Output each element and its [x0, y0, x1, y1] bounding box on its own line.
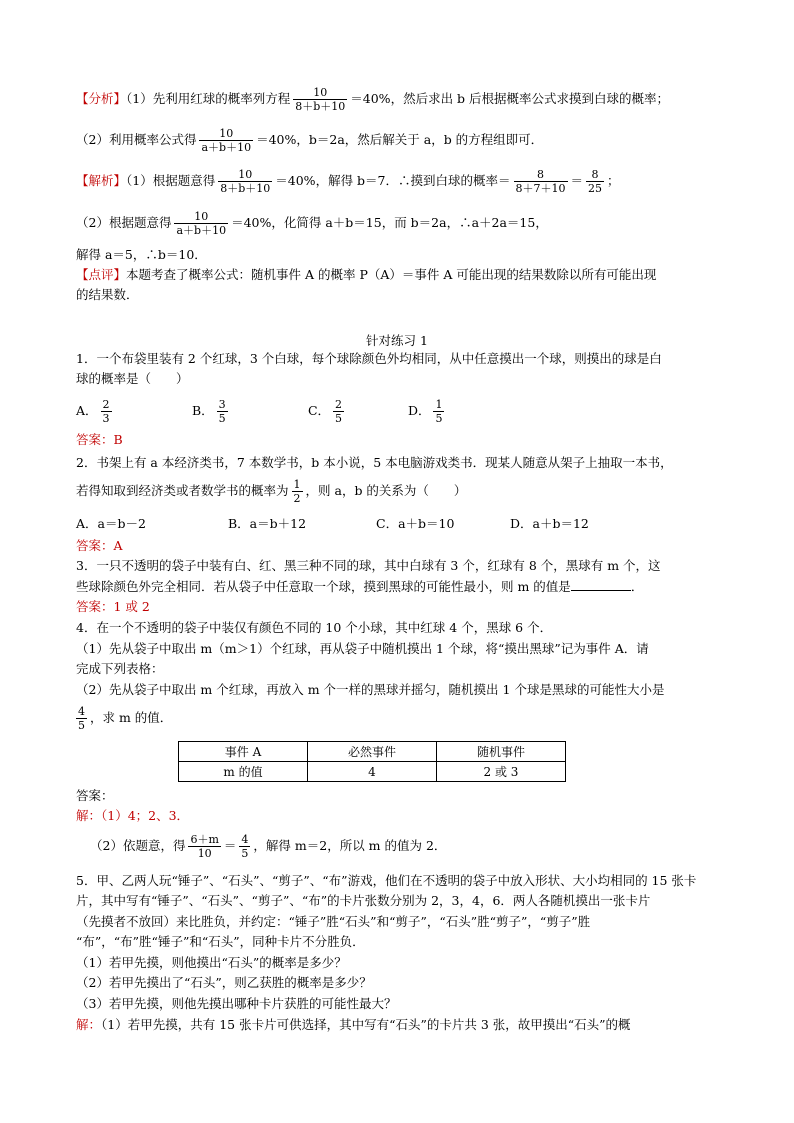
- solution-line-3: 解得 a＝5，∴b＝10．: [76, 247, 207, 262]
- q5-line-5: （1）若甲先摸，则他摸出“石头”的概率是多少？: [76, 955, 347, 970]
- q2-option-a: A．a＝b－2: [76, 516, 146, 531]
- fraction: $\frac{10}{8+b+10}$: [220, 168, 271, 195]
- comment-line-2: 的结果数．: [76, 287, 139, 302]
- table-row: [179, 742, 566, 762]
- q5-solution: 解：（1）若甲先摸，共有 15 张卡片可供选择，其中写有“石头”的卡片共 3 张，故甲摸出“石头”的概: [76, 1017, 631, 1032]
- q5-line-2: 片，其中写有“锤子”、“石头”、“剪子”、“布”的卡片张数分别为 2，3，4，6．两人各随机摸出一张卡片: [76, 893, 651, 908]
- solution-tag: 【解析】: [76, 173, 127, 188]
- table-row: [179, 762, 566, 782]
- q2-option-d: D．a＋b＝12: [510, 516, 589, 531]
- q4-line-2: （1）先从袋子中取出 m（m＞1）个红球，再从袋子中随机摸出 1 个球，将“摸出黑球”记为事件 A．请: [76, 641, 649, 656]
- analysis-line-2: （2）利用概率公式得 $\frac{10}{a+b+10}$ ＝40%，b＝2a，然后解关于 a，b 的方程组即可．: [76, 127, 544, 154]
- q1-option-a: A． $\frac{2}{3}$: [76, 398, 110, 425]
- section-title: 针对练习 1: [366, 333, 428, 348]
- analysis-line-1: 【分析】（1）先利用红球的概率列方程 $\frac{10}{8+b+10}$ ＝40%，然后求出 b 后根据概率公式求摸到白球的概率；: [76, 86, 670, 113]
- q4-solution-1: 解：（1）4；2、3．: [76, 808, 190, 823]
- fraction: $\frac{8}{25}$: [588, 168, 603, 195]
- q1-options: [76, 398, 447, 425]
- table-cell: 4: [308, 762, 437, 782]
- table-cell: 随机事件: [437, 742, 566, 762]
- fraction: $\frac{8}{8+7+10}$: [515, 168, 566, 195]
- comment-line-1: 【点评】本题考查了概率公式：随机事件 A 的概率 P（A）＝事件 A 可能出现的结果数除以所有可能出现: [76, 267, 657, 282]
- answer-blank: [571, 578, 631, 591]
- q4-solution-2: （2）依题意，得 $\frac{6+m}{10}$ ＝ $\frac{4}{5}$ ，解得 m＝2，所以 m 的值为 2．: [90, 833, 447, 860]
- q1-option-c: C． $\frac{2}{5}$: [307, 398, 343, 425]
- q2-line-2: 若得知取到经济类或者数学书的概率为 $\frac{1}{2}$ ，则 a，b 的关系为（ ）: [76, 478, 467, 505]
- table-cell: 事件 A: [179, 742, 308, 762]
- table-cell: m 的值: [179, 762, 308, 782]
- solution-line-1: 【解析】（1）根据题意得 $\frac{10}{8+b+10}$ ＝40%，解得 b＝7．∴摸到白球的概率＝ $\frac{8}{8+7+10}$ ＝ $\frac{8}{25}$ ；: [76, 168, 620, 195]
- event-table: [178, 741, 566, 782]
- q1-answer: 答案：B: [76, 432, 123, 447]
- q5-line-4: “布”，“布”胜“锤子”和“石头”，同种卡片不分胜负．: [76, 934, 365, 949]
- solution-label: 解：: [76, 1017, 102, 1032]
- q4-line-1: 4．在一个不透明的袋子中装仅有颜色不同的 10 个小球，其中红球 4 个，黑球 6 个．: [76, 620, 553, 635]
- q5-line-7: （3）若甲先摸，则他先摸出哪种卡片获胜的可能性最大？: [76, 996, 397, 1011]
- fraction: $\frac{10}{8+b+10}$: [295, 86, 346, 113]
- q3-line-2: 些球除颜色外完全相同．若从袋子中任意取一个球，摸到黑球的可能性最小，则 m 的值是 ．: [76, 579, 644, 594]
- comment-tag: 【点评】: [76, 267, 127, 282]
- fraction: $\frac{10}{a+b+10}$: [201, 127, 252, 154]
- q2-answer: 答案：A: [76, 538, 123, 553]
- q3-line-1: 3．一只不透明的袋子中装有白、红、黑三种不同的球，其中白球有 3 个，红球有 8 个，黑球有 m 个，这: [76, 558, 661, 573]
- q5-line-3: （先摸者不放回）来比胜负，并约定：“锤子”胜“石头”和“剪子”，“石头”胜“剪子”，“剪子”胜: [76, 914, 591, 929]
- q1-line-2: 球的概率是（ ）: [76, 371, 189, 386]
- fraction: $\frac{4}{5}$: [241, 833, 249, 860]
- q4-answer: 答案：: [76, 788, 114, 803]
- q1-option-d: D． $\frac{1}{5}$: [407, 398, 443, 425]
- q2-options: [76, 515, 589, 533]
- fraction: $\frac{1}{2}$: [293, 478, 301, 505]
- q2-line-1: 2．书架上有 a 本经济类书，7 本数学书，b 本小说，5 本电脑游戏类书．现某人随意从架子上抽取一本书，: [76, 455, 673, 470]
- q1-option-b: B． $\frac{3}{5}$: [191, 398, 226, 425]
- solution-line-2: （2）根据题意得 $\frac{10}{a+b+10}$ ＝40%，化简得 a＋b＝15，而 b＝2a，∴a＋2a＝15，: [76, 210, 548, 237]
- q2-option-b: B．a＝b＋12: [228, 516, 307, 531]
- q2-option-c: C．a＋b＝10: [376, 516, 455, 531]
- q4-line-3: 完成下列表格：: [76, 661, 164, 676]
- analysis-tag: 【分析】: [76, 91, 127, 106]
- fraction: $\frac{6+m}{10}$: [190, 833, 219, 860]
- q5-line-1: 5．甲、乙两人玩“锤子”、“石头”、“剪子”、“布”游戏，他们在不透明的袋子中放入形状、大小均相同的 15 张卡: [76, 873, 697, 888]
- table-cell: 必然事件: [308, 742, 437, 762]
- q5-line-6: （2）若甲先摸出了“石头”，则乙获胜的概率是多少？: [76, 975, 372, 990]
- table-cell: 2 或 3: [437, 762, 566, 782]
- q3-answer: 答案：1 或 2: [76, 599, 150, 614]
- q1-line-1: 1．一个布袋里装有 2 个红球，3 个白球，每个球除颜色外均相同，从中任意摸出一个球，则摸出的球是白: [76, 351, 662, 366]
- fraction: $\frac{10}{a+b+10}$: [176, 210, 227, 237]
- fraction: $\frac{4}{5}$: [78, 705, 85, 732]
- q4-line-4: （2）先从袋子中取出 m 个红球，再放入 m 个一样的黑球并摇匀，随机摸出 1 个球是黑球的可能性大小是: [76, 682, 665, 697]
- q4-line-5: $\frac{4}{5}$ ，求 m 的值．: [78, 705, 173, 732]
